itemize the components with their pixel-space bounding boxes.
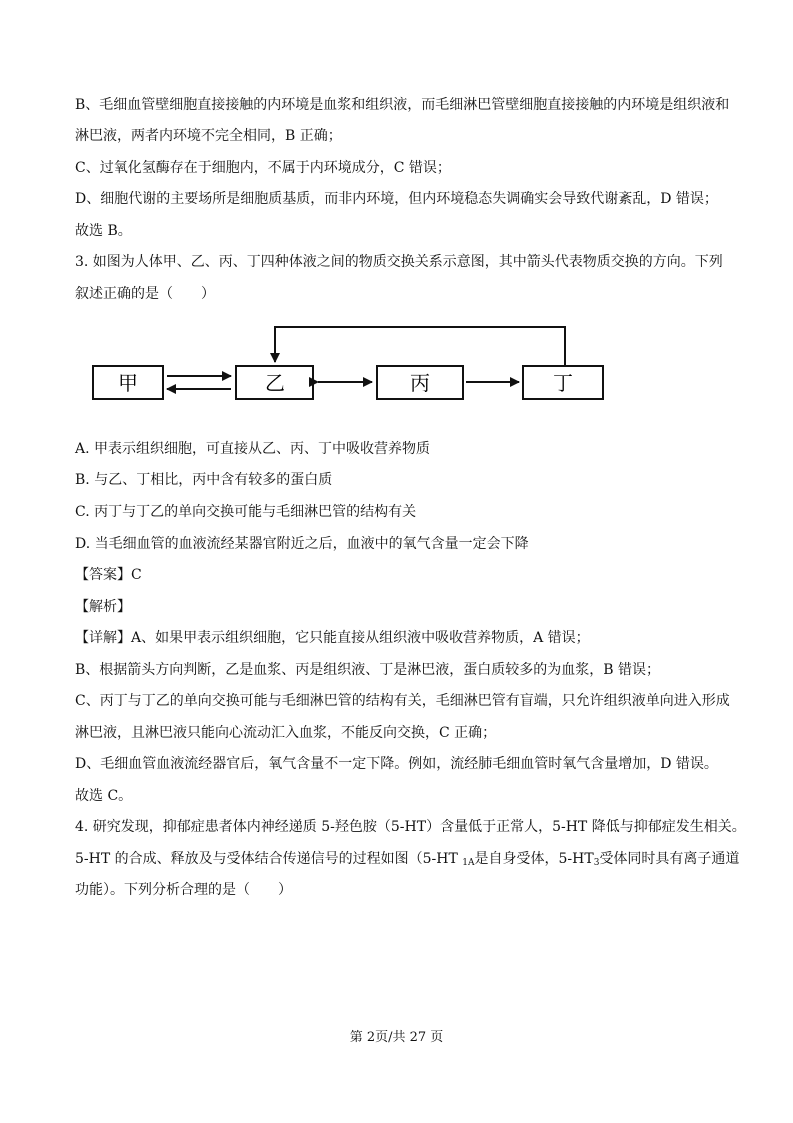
text-line: 故选 B。 [75, 223, 132, 239]
arrow-ding-to-yi [275, 327, 565, 366]
box-bing-label: 丙 [410, 371, 430, 395]
option-c: C. 丙丁与丁乙的单向交换可能与毛细淋巴管的结构有关 [75, 504, 417, 520]
text-line: C、过氧化氢酶存在于细胞内，不属于内环境成分，C 错误； [75, 160, 451, 176]
text-line: B、毛细血管壁细胞直接接触的内环境是血浆和组织液，而毛细淋巴管壁细胞直接接触的内环境是组织液和 [75, 97, 730, 113]
option-d: D. 当毛细血管的血液流经某器官附近之后，血液中的氧气含量一定会下降 [75, 536, 529, 552]
page-footer: 第 2页/共 27 页 [349, 1030, 444, 1045]
question-4-stem: 4. 研究发现，抑郁症患者体内神经递质 5-羟色胺（5-HT）含量低于正常人，5-HT 降低与抑郁症发生相关。 [75, 819, 746, 835]
explanation-line: 故选 C。 [75, 788, 133, 804]
q4-text-b: 是自身受体，5-HT [474, 851, 594, 867]
q4-subscript-1a: 1A [462, 858, 475, 868]
explanation-line: 【详解】A、如果甲表示组织细胞，它只能直接从组织液中吸收营养物质，A 错误； [75, 630, 590, 646]
question-3-stem: 叙述正确的是（ ） [75, 286, 215, 302]
box-ding-label: 丁 [553, 371, 573, 395]
explanation-line: D、毛细血管血液流经器官后，氧气含量不一定下降。例如，流经肺毛细血管时氧气含量增加，D 错误。 [75, 756, 718, 772]
body-fluid-exchange-diagram [0, 0, 793, 420]
box-jia-label: 甲 [118, 371, 138, 395]
q4-subscript-3: 3 [593, 858, 600, 868]
option-a: A. 甲表示组织细胞，可直接从乙、丙、丁中吸收营养物质 [75, 441, 431, 457]
q4-text-a: 5-HT 的合成、释放及与受体结合传递信号的过程如图（5-HT [75, 851, 463, 867]
answer-label: 【答案】C [75, 567, 142, 583]
question-4-stem: 功能）。下列分析合理的是（ ） [75, 882, 292, 898]
option-b: B. 与乙、丁相比，丙中含有较多的蛋白质 [75, 472, 333, 488]
analysis-label: 【解析】 [75, 599, 131, 615]
explanation-line: C、丙丁与丁乙的单向交换可能与毛细淋巴管的结构有关，毛细淋巴管有盲端，只允许组织液单向进入形成 [75, 693, 730, 709]
explanation-line: 淋巴液，且淋巴液只能向心流动汇入血浆，不能反向交换，C 正确； [75, 725, 497, 741]
explanation-line: B、根据箭头方向判断，乙是血浆、丙是组织液、丁是淋巴液，蛋白质较多的为血浆，B 错误； [75, 662, 661, 678]
box-yi-label: 乙 [265, 371, 285, 395]
text-line: D、细胞代谢的主要场所是细胞质基质，而非内环境，但内环境稳态失调确实会导致代谢紊乱，D 错误； [75, 191, 718, 207]
question-4-stem [75, 850, 739, 868]
q4-text-c: 受体同时具有离子通道 [599, 851, 740, 867]
question-3-stem: 3. 如图为人体甲、乙、丙、丁四种体液之间的物质交换关系示意图，其中箭头代表物质交换的方向。下列 [75, 254, 723, 270]
text-line: 淋巴液，两者内环境不完全相同，B 正确； [75, 128, 342, 144]
